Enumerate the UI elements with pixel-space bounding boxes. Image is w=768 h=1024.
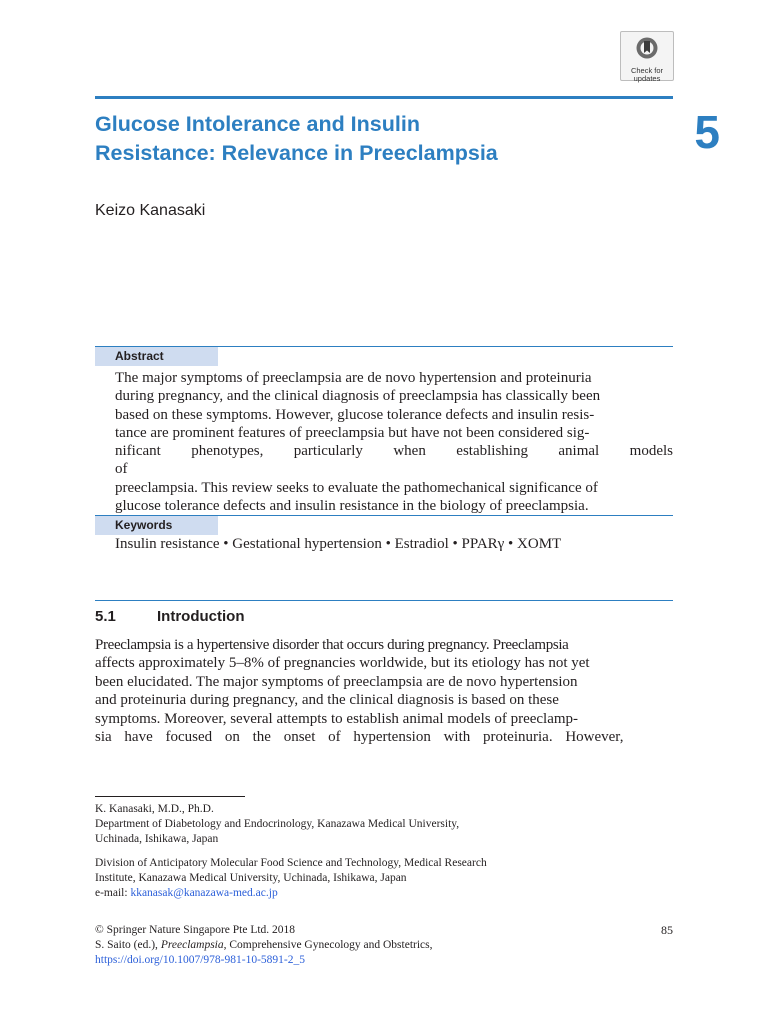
editor: S. Saito (ed.),	[95, 939, 161, 952]
abstract-line: The major symptoms of preeclampsia are de novo hypertension and proteinuria	[115, 370, 592, 386]
abstract-line: tance are prominent features of preeclampsia but have not been considered sig-	[115, 424, 590, 441]
doi-link[interactable]: https://doi.org/10.1007/978-981-10-5891-2_5	[95, 954, 305, 967]
footnote-affiliation-1	[95, 817, 673, 847]
intro-line: Preeclampsia is a hypertensive disorder that occurs during pregnancy. Preeclampsia	[95, 637, 569, 653]
affiliation-line: Department of Diabetology and Endocrinology, Kanazawa Medical University,	[95, 818, 460, 830]
affiliation-line: Division of Anticipatory Molecular Food Science and Technology, Medical Research	[95, 857, 487, 869]
section-number: 5.1	[95, 608, 116, 625]
abstract-line: nificant phenotypes, particularly when establishing animal models of	[115, 443, 673, 478]
chapter-title-line-1: Glucose Intolerance and Insulin	[95, 112, 420, 136]
chapter-number: 5	[694, 106, 720, 158]
intro-line: been elucidated. The major symptoms of preeclampsia are de novo hypertension	[95, 673, 578, 690]
chapter-title	[95, 110, 615, 168]
page-number: 85	[661, 923, 673, 937]
chapter-title-line-2: Resistance: Relevance in Preeclampsia	[95, 141, 498, 165]
abstract-line: preeclampsia. This review seeks to evaluate the pathomechanical significance of	[115, 479, 598, 496]
section-title: Introduction	[157, 608, 245, 625]
email-label: e-mail:	[95, 887, 131, 899]
keywords-label: Keywords	[95, 516, 218, 535]
section-rule	[95, 600, 673, 601]
series: , Comprehensive Gynecology and Obstetrics,	[223, 939, 433, 952]
badge-label	[631, 67, 663, 82]
abstract-line: during pregnancy, and the clinical diagnosis of preeclampsia has classically been	[115, 388, 601, 405]
affiliation-line: Institute, Kanazawa Medical University, Uchinada, Ishikawa, Japan	[95, 872, 407, 884]
header-rule	[95, 96, 673, 99]
keywords-list: Insulin resistance • Gestational hypertension • Estradiol • PPARγ • XOMT	[115, 536, 562, 552]
badge-line-2: updates	[633, 73, 661, 83]
affiliation-line: Uchinada, Ishikawa, Japan	[95, 833, 219, 845]
check-for-updates-badge[interactable]	[620, 31, 674, 81]
intro-line: and proteinuria during pregnancy, and the clinical diagnosis is based on these	[95, 692, 559, 709]
intro-line: symptoms. Moreover, several attempts to establish animal models of preeclamp-	[95, 710, 579, 727]
footnote-author: K. Kanasaki, M.D., Ph.D.	[95, 803, 214, 815]
abstract-label: Abstract	[95, 347, 218, 366]
copyright: © Springer Nature Singapore Pte Ltd. 2018	[95, 924, 296, 936]
footnote-rule	[95, 796, 245, 797]
intro-line: sia have focused on the onset of hypertension with proteinuria. However,	[95, 729, 624, 746]
email-line	[95, 886, 673, 901]
abstract-line: based on these symptoms. However, glucose tolerance defects and insulin resis-	[115, 406, 595, 423]
book-title: Preeclampsia	[160, 939, 224, 952]
bookmark-ring-icon	[635, 36, 659, 65]
abstract-body	[115, 369, 673, 515]
introduction-body	[95, 636, 673, 746]
email-link[interactable]: kkanasak@kanazawa-med.ac.jp	[130, 887, 278, 899]
citation	[95, 938, 673, 953]
author-name: Keizo Kanasaki	[95, 202, 206, 219]
badge-line-1: Check for	[630, 66, 664, 75]
footnote-affiliation-2	[95, 856, 673, 901]
intro-line: affects approximately 5–8% of pregnancies worldwide, but its etiology has not yet	[95, 655, 590, 672]
footer	[95, 923, 673, 969]
abstract-line: glucose tolerance defects and insulin resistance in the biology of preeclampsia.	[115, 498, 589, 515]
